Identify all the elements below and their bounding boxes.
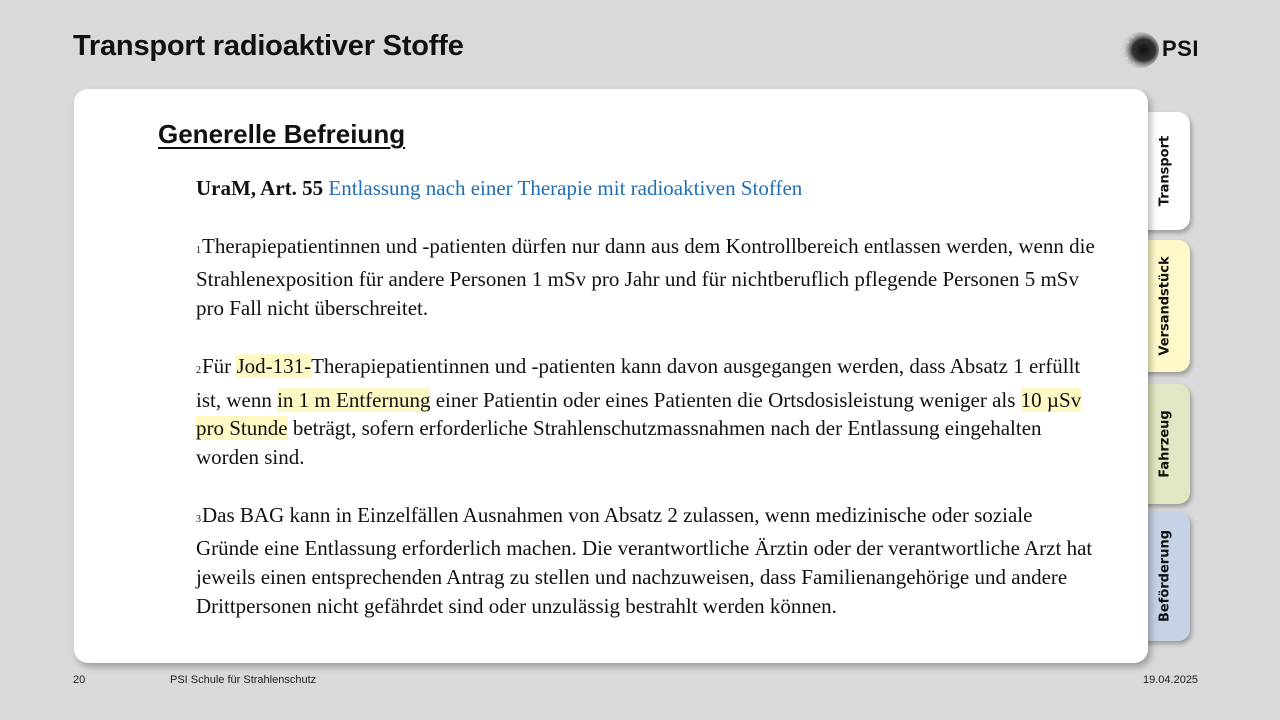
paragraph-number: 3 [196, 513, 201, 525]
tab-transport-label: Transport [1157, 135, 1173, 207]
psi-logo-mark-icon [1114, 30, 1160, 70]
highlight-isotope: Jod-131- [236, 353, 312, 378]
paragraph-1 [196, 232, 1096, 323]
paragraph-text: Für [202, 353, 237, 378]
highlight-dose-rate: 10 µSv pro Stunde [196, 387, 1082, 441]
tab-befoerderung-label: Beförderung [1157, 529, 1173, 623]
paragraph-text: Das BAG kann in Einzelfällen Ausnahmen von Absatz 2 zulassen, wenn medizinische oder soziale Gründe eine Entlassung erforderlich machen. Die verantwortliche Ärztin oder der verantwortliche Arzt hat jeweils einen entsprechenden Antrag zu stellen und nachzuweisen, dass Familienangehörige und andere Drittpersonen nicht gefährdet sind oder unzulässig bestrahlt werden können. [196, 502, 1093, 618]
psi-logo-text: PSI [1162, 36, 1199, 61]
footer-organization: PSI Schule für Strahlenschutz [170, 674, 317, 686]
highlight-distance: in 1 m Entfernung [277, 387, 431, 412]
psi-logo [1114, 30, 1214, 70]
tab-fahrzeug-label: Fahrzeug [1157, 410, 1173, 478]
paragraph-text: Therapiepatientinnen und -patienten kann davon ausgegangen werden, dass Absatz 1 erfüllt ist, wenn [196, 353, 1081, 412]
paragraph-3 [196, 501, 1096, 621]
tab-versandstueck-label: Versandstück [1157, 256, 1173, 356]
paragraph-number: 1 [196, 244, 201, 256]
article-title: Entlassung nach einer Therapie mit radioaktiven Stoffen [328, 176, 803, 200]
slide-title: Transport radioaktiver Stoffe [73, 30, 464, 62]
section-heading: Generelle Befreiung [158, 119, 406, 149]
article-body [196, 174, 1096, 620]
paragraph-text: einer Patientin oder eines Patienten die Ortsdosisleistung weniger als [430, 387, 1021, 412]
paragraph-2 [196, 352, 1096, 472]
article-header [196, 174, 1096, 203]
page-number: 20 [73, 674, 86, 686]
footer-date: 19.04.2025 [1143, 674, 1199, 686]
paragraph-number: 2 [196, 364, 201, 376]
paragraph-text: Therapiepatientinnen und -patienten dürfen nur dann aus dem Kontrollbereich entlassen werden, wenn die Strahlenexposition für andere Personen 1 mSv pro Jahr und für nichtberuflich pflegende Personen 5 mSv pro Fall nicht überschreitet. [196, 233, 1095, 321]
paragraph-text: beträgt, sofern erforderliche Strahlenschutzmassnahmen nach der Entlassung eingehalten worden sind. [196, 416, 1042, 469]
article-reference: UraM, Art. 55 [196, 176, 324, 200]
content-card [74, 89, 1148, 663]
